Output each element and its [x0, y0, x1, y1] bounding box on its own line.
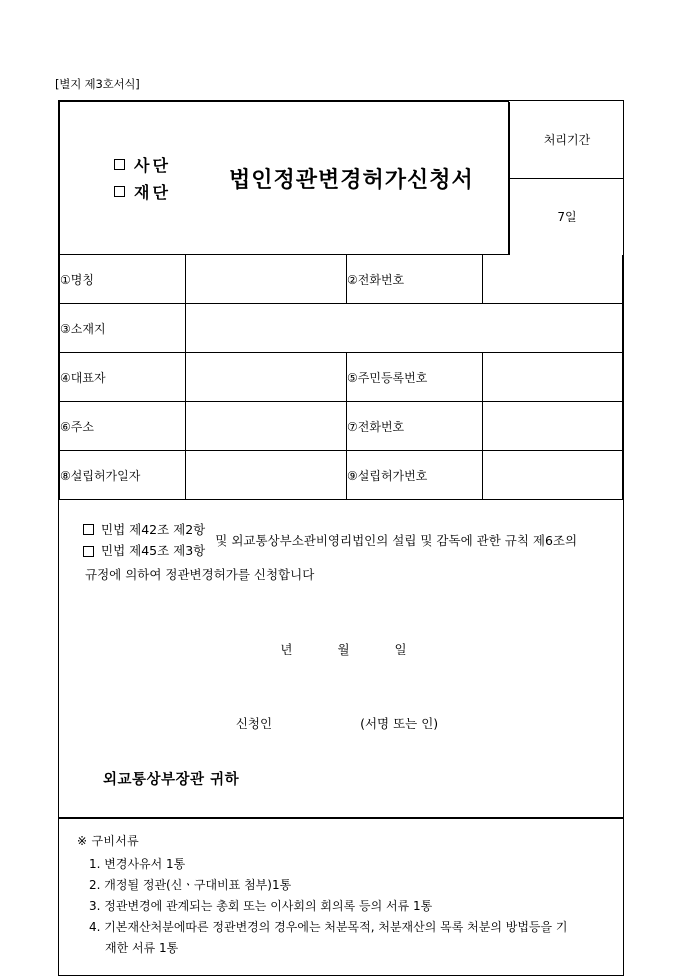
table-row	[60, 353, 623, 402]
field-value-phone2[interactable]	[483, 402, 623, 451]
required-documents-table	[59, 818, 623, 975]
checkbox-icon[interactable]	[83, 546, 94, 557]
law-label-1: 민법 제45조 제3항	[101, 543, 206, 559]
checkbox-icon[interactable]	[83, 524, 94, 535]
entity-type-option-1[interactable]	[60, 180, 225, 203]
required-documents-body	[59, 819, 623, 975]
field-value-representative[interactable]	[186, 353, 347, 402]
required-documents-cell	[59, 819, 623, 976]
applicant-label: 신청인	[235, 715, 273, 731]
title-row	[60, 102, 624, 255]
table-row	[60, 304, 623, 353]
law-label-0: 민법 제42조 제2항	[101, 522, 206, 537]
date-year-label: 년	[280, 642, 294, 658]
statement-table	[59, 500, 623, 818]
field-label-phone2: ⑦전화번호	[347, 402, 483, 451]
fields-table	[59, 255, 623, 500]
list-item: 1. 변경사유서 1통	[89, 857, 186, 872]
statement-row	[59, 500, 623, 818]
processing-period-value: 7일	[510, 178, 625, 255]
processing-value-row	[510, 178, 625, 255]
form-id-label: [별지 제3호서식]	[55, 77, 140, 91]
statement-tail-text: 및 외교통상부소관비영리법인의 설립 및 감독에 관한 규칙 제6조의	[215, 532, 578, 548]
list-item-continuation: 재한 서류 1통	[105, 941, 179, 956]
required-documents-list	[77, 854, 609, 959]
field-label-representative: ④대표자	[60, 353, 186, 402]
field-label-location: ③소재지	[60, 304, 186, 353]
entity-type-label-1: 재단	[134, 183, 171, 202]
checkbox-icon[interactable]	[114, 186, 125, 197]
entity-type-label-0: 사단	[134, 156, 171, 175]
law-checkbox-group[interactable]	[83, 518, 205, 563]
recipient-line: 외교통상부장관 귀하	[103, 771, 240, 788]
list-item: 3. 정관변경에 관계되는 총회 또는 이사회의 회의록 등의 서류 1통	[89, 899, 433, 914]
field-label-permit-date: ⑧설립허가일자	[60, 451, 186, 500]
required-documents-title: ※ 구비서류	[77, 834, 140, 849]
statement-body	[59, 500, 623, 817]
table-row	[60, 255, 623, 304]
statement-second-line: 규정에 의하여 정관변경허가를 신청합니다	[85, 566, 315, 582]
date-line	[83, 640, 605, 659]
document-title-cell	[225, 102, 509, 255]
field-value-name[interactable]	[186, 255, 347, 304]
title-table	[59, 101, 623, 255]
list-item: 2. 개정될 정관(신ㆍ구대비표 첨부)1통	[89, 878, 292, 893]
field-label-resident-number: ⑤주민등록번호	[347, 353, 483, 402]
processing-period-label: 처리기간	[510, 102, 625, 179]
entity-type-checkboxes[interactable]	[60, 102, 226, 255]
field-value-phone1[interactable]	[483, 255, 623, 304]
processing-block	[509, 102, 624, 255]
field-label-phone1: ②전화번호	[347, 255, 483, 304]
signature-note: (서명 또는 인)	[360, 715, 439, 731]
entity-type-option-0[interactable]	[60, 153, 225, 176]
processing-head-row	[510, 102, 625, 179]
statement-laws-line	[83, 518, 605, 563]
field-value-permit-number[interactable]	[483, 451, 623, 500]
page-title: 법인정관변경허가신청서	[229, 166, 474, 193]
processing-table	[509, 102, 624, 255]
law-option-0[interactable]	[83, 520, 205, 539]
list-item: 4. 기본재산처분에따른 정관변경의 경우에는 처분목적, 처분재산의 목록 처분의 방법등을 기	[89, 920, 568, 935]
table-row	[60, 402, 623, 451]
required-documents-row	[59, 819, 623, 976]
date-day-label: 일	[394, 642, 408, 658]
field-label-permit-number: ⑨설립허가번호	[347, 451, 483, 500]
field-value-resident-number[interactable]	[483, 353, 623, 402]
field-value-permit-date[interactable]	[186, 451, 347, 500]
field-value-address[interactable]	[186, 402, 347, 451]
signature-line	[83, 714, 605, 733]
field-label-name: ①명칭	[60, 255, 186, 304]
application-form	[58, 100, 624, 976]
field-label-address: ⑥주소	[60, 402, 186, 451]
field-value-location[interactable]	[186, 304, 623, 353]
law-option-1[interactable]	[83, 541, 205, 560]
date-month-label: 월	[337, 642, 351, 658]
statement-cell	[59, 500, 623, 818]
table-row	[60, 451, 623, 500]
checkbox-icon[interactable]	[114, 159, 125, 170]
